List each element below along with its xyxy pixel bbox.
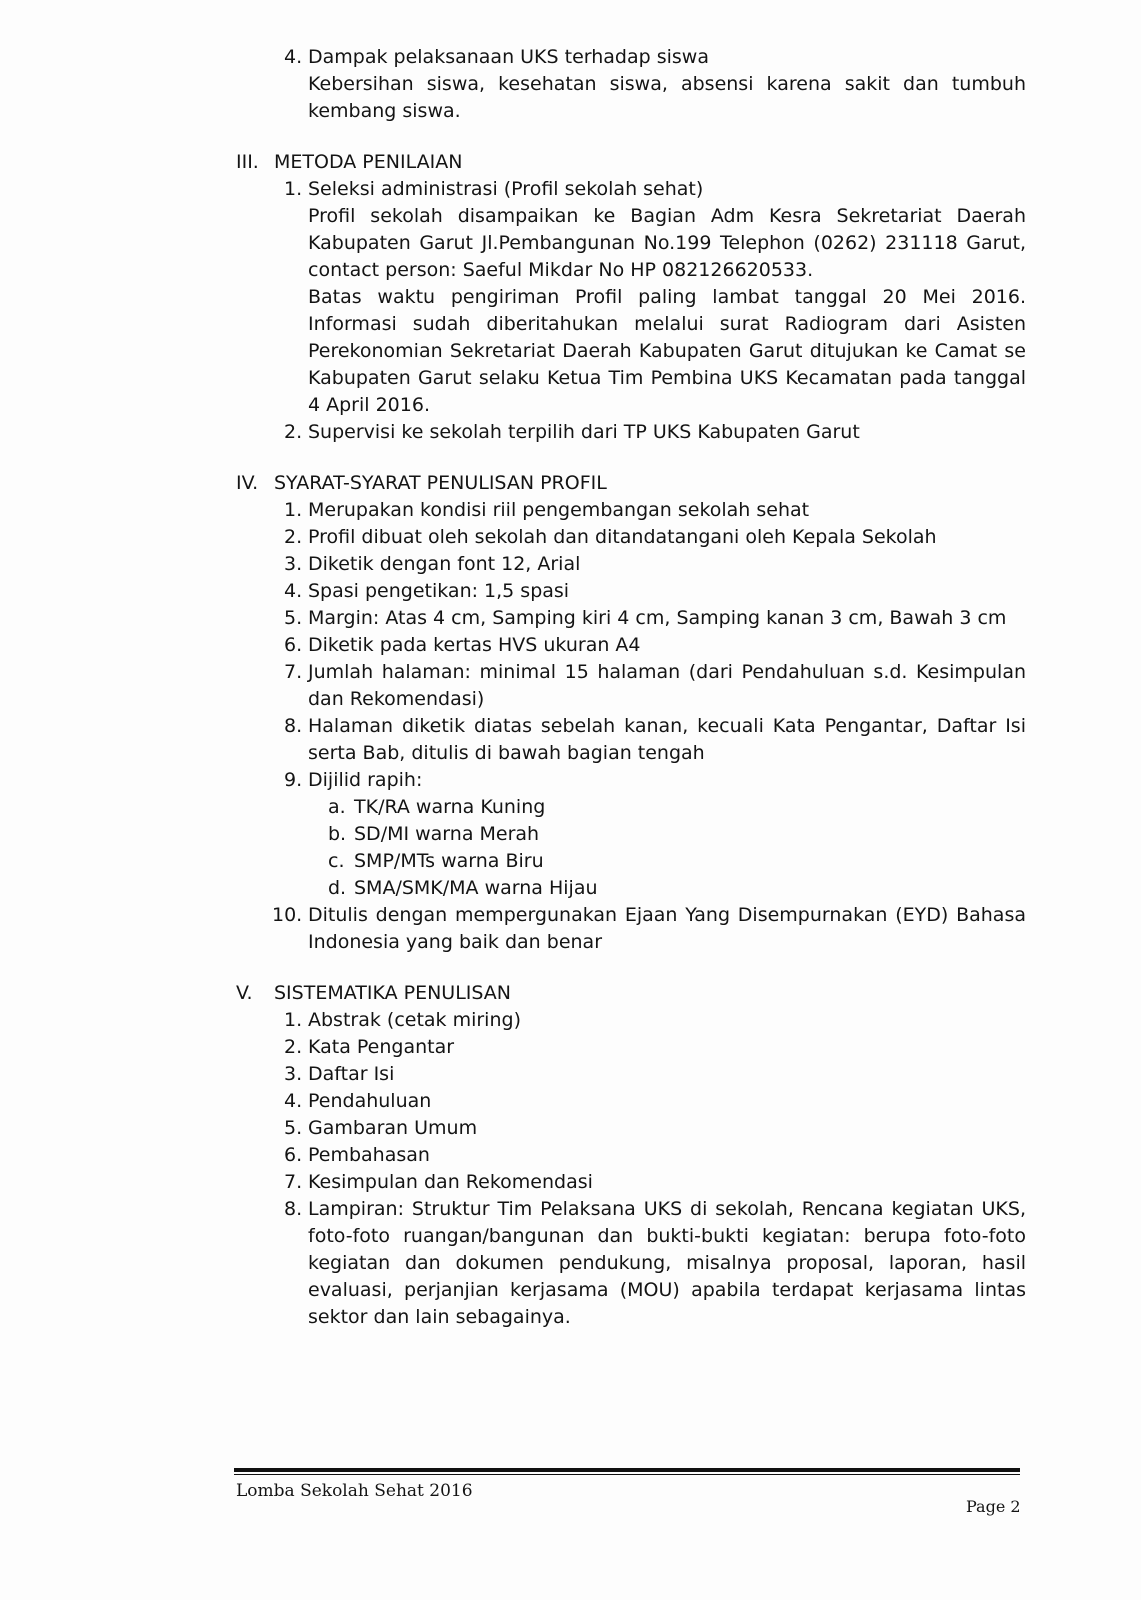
- list-item-number: 9.: [284, 769, 303, 791]
- list-item: [284, 551, 1026, 578]
- list-item-text: Kata Pengantar: [308, 1036, 455, 1058]
- binding-color-item: [328, 848, 1026, 875]
- list-item-text: Spasi pengetikan: 1,5 spasi: [308, 580, 570, 602]
- paragraph: Batas waktu pengiriman Profil paling lambat tanggal 20 Mei 2016. Informasi sudah diberitahukan melalui surat Radiogram dari Asisten Perekonomian Sekretariat Daerah Kabupaten Garut ditujukan ke Camat se Kabupaten Garut selaku Ketua Tim Pembina UKS Kecamatan pada tanggal 4 April 2016.: [308, 286, 1026, 416]
- list-item-text: Supervisi ke sekolah terpilih dari TP UKS Kabupaten Garut: [308, 421, 860, 443]
- binding-text: TK/RA warna Kuning: [354, 796, 546, 818]
- intro-item-title: Dampak pelaksanaan UKS terhadap siswa: [308, 46, 709, 68]
- list-item: [284, 605, 1026, 632]
- section-heading: METODA PENILAIAN: [274, 151, 463, 173]
- page-number: Page 2: [966, 1497, 1021, 1516]
- list-item-title: Seleksi administrasi (Profil sekolah sehat): [308, 178, 704, 200]
- binding-text: SD/MI warna Merah: [354, 823, 540, 845]
- list-item: [284, 176, 1026, 419]
- list-item-text: Ditulis dengan mempergunakan Ejaan Yang Disempurnakan (EYD) Bahasa Indonesia yang baik dan benar: [308, 904, 1026, 953]
- list-item-number: 1.: [284, 178, 303, 200]
- list-item-number: 8.: [284, 715, 303, 737]
- list-item: [284, 1196, 1026, 1331]
- binding-color-item: [328, 875, 1026, 902]
- list-item-text: Gambaran Umum: [308, 1117, 478, 1139]
- section-numeral: V.: [236, 982, 253, 1004]
- list-item-number: 1.: [284, 499, 303, 521]
- list-item: [284, 659, 1026, 713]
- list-item-text: Diketik dengan font 12, Arial: [308, 553, 581, 575]
- binding-text: SMP/MTs warna Biru: [354, 850, 544, 872]
- list-item-text: Pendahuluan: [308, 1090, 432, 1112]
- section-syarat-penulisan: [236, 470, 1026, 497]
- list-item-text: Halaman diketik diatas sebelah kanan, kecuali Kata Pengantar, Daftar Isi serta Bab, ditulis di bawah bagian tengah: [308, 715, 1026, 764]
- list-item: [284, 767, 1026, 902]
- list-item-text: Lampiran: Struktur Tim Pelaksana UKS di sekolah, Rencana kegiatan UKS, foto-foto ruangan/bangunan dan bukti-bukti kegiatan: berupa foto-foto kegiatan dan dokumen pendukung, misalnya proposal, laporan, hasil evaluasi, perjanjian kerjasama (MOU) apabila terdapat kerjasama lintas sektor dan lain sebagainya.: [308, 1198, 1026, 1328]
- list-item-number: 5.: [284, 607, 303, 629]
- intro-item-number: 4.: [284, 46, 303, 68]
- list-item-text: Kesimpulan dan Rekomendasi: [308, 1171, 593, 1193]
- list-item-number: 2.: [284, 421, 303, 443]
- section-numeral: IV.: [236, 472, 259, 494]
- list-item: [284, 632, 1026, 659]
- list-item-text: Margin: Atas 4 cm, Samping kiri 4 cm, Samping kanan 3 cm, Bawah 3 cm: [308, 607, 1007, 629]
- list-item-number: 4.: [284, 1090, 303, 1112]
- list-item: [284, 1088, 1026, 1115]
- list-item-number: 1.: [284, 1009, 303, 1031]
- list-item-number: 8.: [284, 1198, 303, 1220]
- list-item-text: Diketik pada kertas HVS ukuran A4: [308, 634, 641, 656]
- list-item: [272, 902, 1026, 956]
- section-metoda-penilaian: [236, 149, 1026, 176]
- list-item: [284, 578, 1026, 605]
- paragraph: Profil sekolah disampaikan ke Bagian Adm Kesra Sekretariat Daerah Kabupaten Garut Jl.Pembangunan No.199 Telephon (0262) 231118 Garut, contact person: Saeful Mikdar No HP 082126620533.: [308, 205, 1026, 281]
- list-item-text: Pembahasan: [308, 1144, 430, 1166]
- list-item-text: Dijilid rapih:: [308, 769, 423, 791]
- list-item-number: 3.: [284, 553, 303, 575]
- section-heading: SISTEMATIKA PENULISAN: [274, 982, 512, 1004]
- list-item-text: Abstrak (cetak miring): [308, 1009, 521, 1031]
- document-body: [236, 44, 1026, 1331]
- list-item: [284, 497, 1026, 524]
- intro-item: [284, 44, 1026, 125]
- binding-letter: b.: [328, 823, 347, 845]
- list-item-number: 7.: [284, 1171, 303, 1193]
- list-item-text: Daftar Isi: [308, 1063, 395, 1085]
- list-item: [284, 1034, 1026, 1061]
- binding-text: SMA/SMK/MA warna Hijau: [354, 877, 598, 899]
- footer-title: Lomba Sekolah Sehat 2016: [236, 1481, 473, 1501]
- list-item: [284, 1142, 1026, 1169]
- binding-color-item: [328, 794, 1026, 821]
- list-item-number: 2.: [284, 526, 303, 548]
- list-item-number: 6.: [284, 634, 303, 656]
- list-item: [284, 1115, 1026, 1142]
- list-item-number: 7.: [284, 661, 303, 683]
- section-heading: SYARAT-SYARAT PENULISAN PROFIL: [274, 472, 607, 494]
- list-item-number: 5.: [284, 1117, 303, 1139]
- list-item: [284, 713, 1026, 767]
- binding-letter: a.: [328, 796, 346, 818]
- list-item: [284, 1061, 1026, 1088]
- list-item-number: 2.: [284, 1036, 303, 1058]
- list-item-number: 6.: [284, 1144, 303, 1166]
- list-item: [284, 1007, 1026, 1034]
- section-numeral: III.: [236, 151, 259, 173]
- intro-item-body: Kebersihan siswa, kesehatan siswa, absensi karena sakit dan tumbuh kembang siswa.: [308, 73, 1026, 122]
- binding-letter: d.: [328, 877, 347, 899]
- footer-divider-thin: [234, 1474, 1020, 1475]
- list-item-text: Profil dibuat oleh sekolah dan ditandatangani oleh Kepala Sekolah: [308, 526, 937, 548]
- binding-letter: c.: [328, 850, 345, 872]
- list-item-number: 10.: [272, 904, 303, 926]
- list-item: [284, 524, 1026, 551]
- list-item-number: 4.: [284, 580, 303, 602]
- list-item: [284, 1169, 1026, 1196]
- list-item-text: Jumlah halaman: minimal 15 halaman (dari Pendahuluan s.d. Kesimpulan dan Rekomendasi): [308, 661, 1026, 710]
- footer-divider: [234, 1468, 1020, 1472]
- binding-color-item: [328, 821, 1026, 848]
- list-item-number: 3.: [284, 1063, 303, 1085]
- list-item: [284, 419, 1026, 446]
- section-sistematika-penulisan: [236, 980, 1026, 1007]
- list-item-text: Merupakan kondisi riil pengembangan sekolah sehat: [308, 499, 810, 521]
